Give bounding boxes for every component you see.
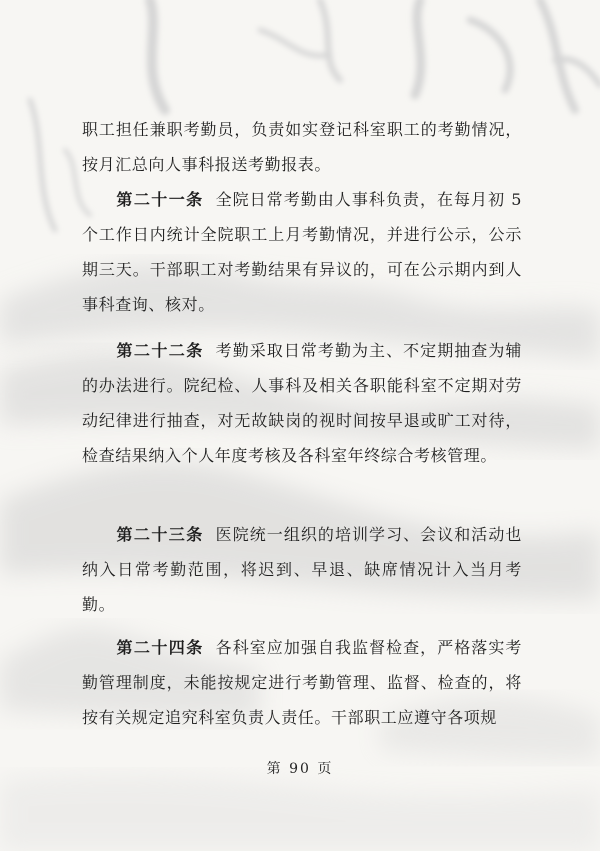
paragraph-article-24 <box>82 630 522 735</box>
paragraph-text: 职工担任兼职考勤员，负责如实登记科室职工的考勤情况，按月汇总向人事科报送考勤报表。 <box>82 120 522 174</box>
paragraph-text: 各科室应加强自我监督检查，严格落实考勤管理制度，未能按规定进行考勤管理、监督、检查的，将按有关规定追究科室负责人责任。干部职工应遵守各项规 <box>82 638 522 727</box>
paragraph-continuation <box>82 112 522 182</box>
page-number: 第 90 页 <box>266 761 334 777</box>
paragraph-text: 医院统一组织的培训学习、会议和活动也纳入日常考勤范围，将迟到、早退、缺席情况计入当月考勤。 <box>82 525 522 614</box>
paragraph-article-23 <box>82 517 522 622</box>
article-heading: 第二十二条 <box>116 341 204 360</box>
paragraph-text: 考勤采取日常考勤为主、不定期抽查为辅的办法进行。院纪检、人事科及相关各职能科室不定期对劳动纪律进行抽查，对无故缺岗的视时间按早退或旷工对待，检查结果纳入个人年度考核及各科室年终综合考核管理。 <box>82 341 522 465</box>
paragraph-text: 全院日常考勤由人事科负责，在每月初 5 个工作日内统计全院职工上月考勤情况，并进行公示，公示期三天。干部职工对考勤结果有异议的，可在公示期内到人事科查询、核对。 <box>82 190 522 314</box>
article-heading: 第二十四条 <box>116 638 204 657</box>
paragraph-article-22 <box>82 333 522 473</box>
article-heading: 第二十三条 <box>116 525 204 544</box>
article-heading: 第二十一条 <box>116 190 204 209</box>
paragraph-article-21 <box>82 182 522 322</box>
